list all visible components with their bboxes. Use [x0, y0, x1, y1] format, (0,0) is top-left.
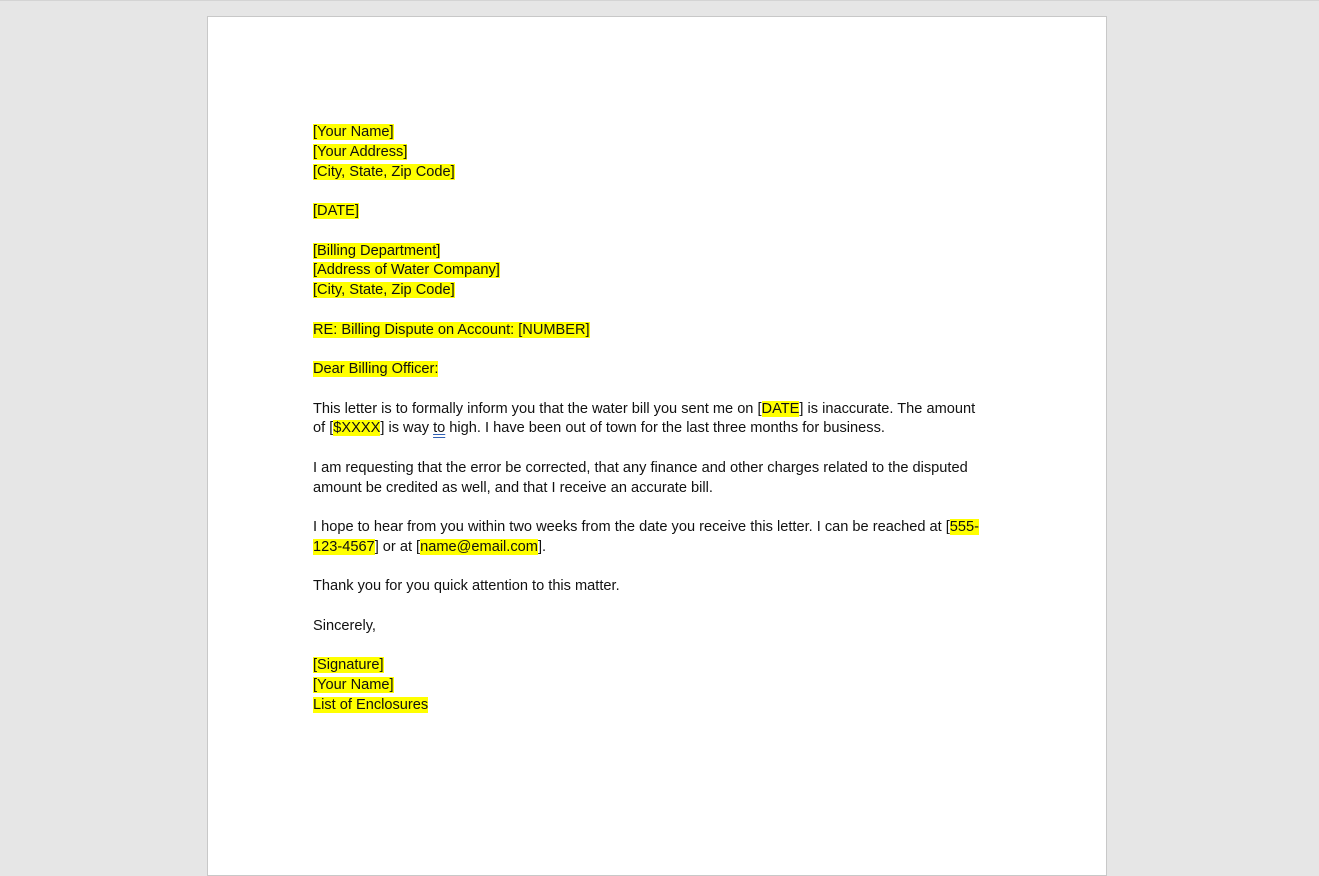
salutation: Dear Billing Officer: — [313, 361, 439, 377]
paragraph-1-line-1 — [313, 400, 1013, 420]
thanks-line — [313, 577, 1013, 597]
signature-line — [313, 656, 1013, 676]
p2-text-a: I am requesting that the error be corrected, that any finance and other charges related to the disputed — [313, 459, 968, 476]
closing: Sincerely, — [313, 617, 376, 634]
recipient-city-state-zip: [City, State, Zip Code] — [313, 282, 455, 298]
sender-name: [Your Name] — [313, 124, 394, 140]
document-page[interactable] — [207, 16, 1107, 876]
subject: RE: Billing Dispute on Account: [NUMBER] — [313, 321, 590, 338]
recipient-address-line — [313, 261, 1013, 281]
blank-line — [313, 439, 1013, 459]
signer-name-line — [313, 676, 1013, 696]
date-line — [313, 202, 1013, 222]
enclosures: List of Enclosures — [313, 696, 429, 713]
p1-amount-placeholder: $XXXX — [333, 420, 381, 437]
recipient-address: [Address of Water Company] — [313, 262, 500, 279]
blank-line — [313, 558, 1013, 578]
letter-date: [DATE] — [313, 203, 359, 219]
paragraph-3-line-1 — [313, 518, 1013, 538]
sender-address: [Your Address] — [313, 143, 408, 160]
blank-line — [313, 340, 1013, 360]
recipient-city-line — [313, 281, 1013, 301]
enclosures-line — [313, 696, 1013, 716]
p1-text-a: This letter is to formally inform you that the water bill you sent me on [ — [313, 400, 762, 417]
paragraph-2-line-1 — [313, 459, 1013, 479]
blank-line — [313, 498, 1013, 518]
sender-address-line — [313, 143, 1013, 163]
p3-text-a: I hope to hear from you within two weeks from the date you receive this letter. I can be reached at [ — [313, 519, 950, 535]
paragraph-1-line-2 — [313, 419, 1013, 439]
paragraph-3-line-2 — [313, 538, 1013, 558]
blank-line — [313, 301, 1013, 321]
grammar-flagged-word[interactable]: to — [433, 420, 446, 437]
salutation-line — [313, 360, 1013, 380]
sender-name-line — [313, 123, 1013, 143]
closing-line — [313, 617, 1013, 637]
blank-line — [313, 222, 1013, 242]
blank-line — [313, 380, 1013, 400]
recipient-department-line — [313, 242, 1013, 262]
p1-date-placeholder: DATE — [761, 400, 800, 417]
p2-text-b: amount be credited as well, and that I receive an accurate bill. — [313, 479, 713, 496]
subject-line — [313, 321, 1013, 341]
p1-text-c: of [ — [313, 420, 334, 437]
blank-line — [313, 182, 1013, 202]
blank-line — [313, 637, 1013, 657]
paragraph-2-line-2 — [313, 479, 1013, 499]
p3-text-b: ] or at [ — [374, 538, 421, 555]
p1-text-d: ] is way — [380, 420, 434, 437]
p3-text-c: ]. — [537, 538, 547, 555]
p1-text-b: ] is inaccurate. The amount — [799, 400, 976, 417]
sender-city-line — [313, 163, 1013, 183]
sender-city-state-zip: [City, State, Zip Code] — [313, 163, 455, 180]
signer-name: [Your Name] — [313, 677, 394, 693]
top-divider — [0, 0, 1319, 1]
p3-phone-part-2: 123-4567 — [313, 538, 375, 555]
letter-body[interactable] — [313, 123, 1013, 716]
signature-placeholder: [Signature] — [313, 657, 384, 674]
recipient-department: [Billing Department] — [313, 242, 441, 259]
p1-text-e: high. I have been out of town for the last three months for business. — [445, 420, 885, 437]
p3-email-placeholder: name@email.com — [420, 538, 538, 555]
thanks: Thank you for you quick attention to this matter. — [313, 578, 620, 595]
blank-line — [313, 597, 1013, 617]
p3-phone-part-1: 555- — [949, 519, 980, 535]
